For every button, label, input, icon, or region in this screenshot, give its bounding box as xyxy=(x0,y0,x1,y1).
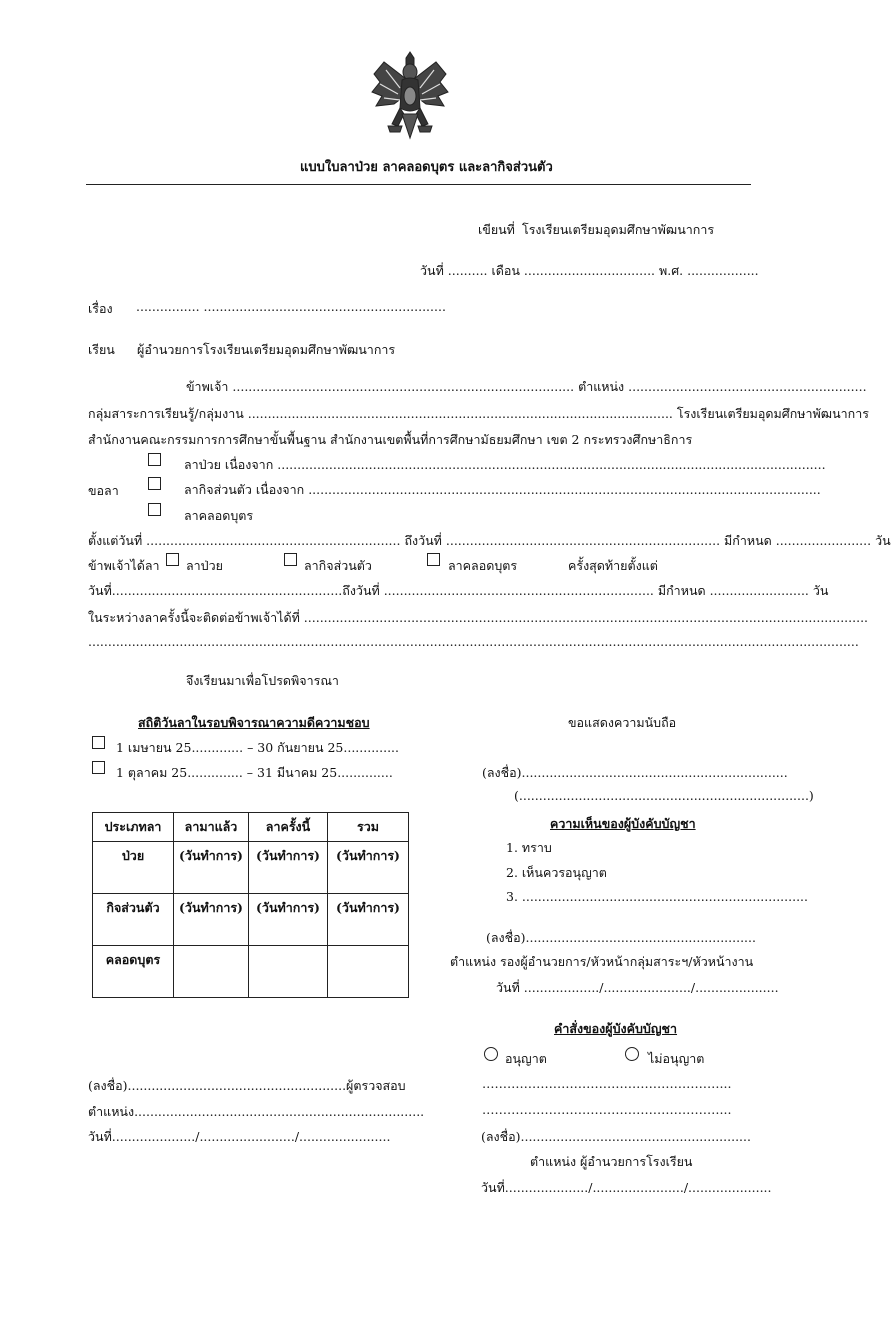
name-position-field[interactable]: ข้าพเจ้า ...................................................................................... ตำแหน่ง ............................................................ xyxy=(186,379,867,394)
period-1-field[interactable]: 1 เมษายน 25............. – 30 กันยายน 25.............. xyxy=(116,740,400,755)
table-cell[interactable]: (วันทำการ) xyxy=(174,842,249,894)
checkbox-last-sick[interactable] xyxy=(166,553,179,566)
opinion-item-1[interactable]: 1. ทราบ xyxy=(506,840,552,855)
last-maternity-label: ลาคลอดบุตร xyxy=(448,558,518,573)
table-header: ลามาแล้ว xyxy=(174,813,249,842)
approve-label: อนุญาต xyxy=(505,1051,547,1066)
table-header: ลาครั้งนี้ xyxy=(249,813,328,842)
table-row xyxy=(93,894,409,946)
checkbox-maternity[interactable] xyxy=(148,503,161,516)
director-date-field[interactable]: วันที่...................../......................./..................... xyxy=(481,1180,772,1195)
maternity-label: ลาคลอดบุตร xyxy=(184,508,254,523)
date-field[interactable]: วันที่ .......... เดือน ................................. พ.ศ. .................. xyxy=(420,263,759,278)
table-header: รวม xyxy=(328,813,409,842)
leave-type-cell: คลอดบุตร xyxy=(93,946,174,998)
checkbox-period-1[interactable] xyxy=(92,736,105,749)
table-cell[interactable] xyxy=(249,946,328,998)
last-personal-label: ลากิจส่วนตัว xyxy=(304,558,372,573)
leave-stats-table xyxy=(92,812,409,998)
checkbox-personal[interactable] xyxy=(148,477,161,490)
checkbox-last-maternity[interactable] xyxy=(427,553,440,566)
supervisor-opinion-title: ความเห็นของผู้บังคับบัญชา xyxy=(550,816,696,831)
checker-sign-field[interactable]: (ลงชื่อ).......................................................ผู้ตรวจสอบ xyxy=(88,1078,406,1093)
table-cell[interactable]: (วันทำการ) xyxy=(328,842,409,894)
supervisor-sign-field[interactable]: (ลงชื่อ).......................................................... xyxy=(486,930,756,945)
stats-title: สถิติวันลาในรอบพิจารณาความดีความชอบ xyxy=(138,715,370,730)
supervisor-position: ตำแหน่ง รองผู้อำนวยการ/หัวหน้ากลุ่มสาระฯ/หัวหน้างาน xyxy=(450,954,754,969)
to-value: ผู้อำนวยการโรงเรียนเตรียมอุดมศึกษาพัฒนาการ xyxy=(137,342,396,357)
last-period-field[interactable]: วันที่..........................................................ถึงวันที่ .................................................................... มีกำหนด ......................... วัน xyxy=(88,583,829,598)
reject-label: ไม่อนุญาต xyxy=(648,1051,705,1066)
checkbox-period-2[interactable] xyxy=(92,761,105,774)
table-cell[interactable]: (วันทำการ) xyxy=(249,842,328,894)
contact-field[interactable]: ในระหว่างลาครั้งนี้จะติดต่อข้าพเจ้าได้ที่ .............................................................................................................................................. xyxy=(88,610,869,625)
subject-label: เรื่อง xyxy=(88,301,113,316)
table-row xyxy=(93,946,409,998)
leave-period-field[interactable]: ตั้งแต่วันที่ ................................................................ ถึงวันที่ ..................................................................... มีกำหนด ........................ วัน xyxy=(88,533,891,548)
written-at-label: เขียนที่ xyxy=(478,222,515,237)
checker-position-field[interactable]: ตำแหน่ง......................................................................... xyxy=(88,1104,425,1119)
last-leave-prefix: ข้าพเจ้าได้ลา xyxy=(88,558,160,573)
leave-label: ขอลา xyxy=(88,483,119,498)
leave-type-cell: ป่วย xyxy=(93,842,174,894)
leave-type-cell: กิจส่วนตัว xyxy=(93,894,174,946)
subject-field[interactable]: ................ ............................................................. xyxy=(136,299,446,314)
form-title: แบบใบลาป่วย ลาคลอดบุตร และลากิจส่วนตัว xyxy=(300,160,553,175)
applicant-sign-field[interactable]: (ลงชื่อ)................................................................... xyxy=(482,765,788,780)
director-sign-field[interactable]: (ลงชื่อ).......................................................... xyxy=(481,1129,751,1144)
garuda-emblem xyxy=(366,52,454,140)
office-line: สำนักงานคณะกรรมการการศึกษาขั้นพื้นฐาน สำนักงานเขตพื้นที่การศึกษามัธยมศึกษา เขต 2 กระทรวงศึกษาธิการ xyxy=(88,432,693,447)
table-row xyxy=(93,842,409,894)
radio-approve[interactable] xyxy=(484,1047,498,1061)
table-header: ประเภทลา xyxy=(93,813,174,842)
title-divider xyxy=(86,184,751,185)
respect-label: ขอแสดงความนับถือ xyxy=(568,715,677,730)
personal-reason-field[interactable]: ลากิจส่วนตัว เนื่องจาก ................................................................................................................................. xyxy=(184,482,821,497)
table-cell[interactable]: (วันทำการ) xyxy=(328,894,409,946)
last-leave-suffix: ครั้งสุดท้ายตั้งแต่ xyxy=(568,558,658,573)
supervisor-date-field[interactable]: วันที่ .................../....................../..................... xyxy=(496,980,779,995)
table-cell[interactable] xyxy=(328,946,409,998)
sick-reason-field[interactable]: ลาป่วย เนื่องจาก .......................................................................................................................................... xyxy=(184,457,826,472)
department-field[interactable]: กลุ่มสาระการเรียนรู้/กลุ่มงาน ........................................................................................................... โรงเรียนเตรียมอุดมศึกษาพัฒนาการ xyxy=(88,406,869,421)
opinion-item-2[interactable]: 2. เห็นควรอนุญาต xyxy=(506,865,607,880)
order-note-field-1[interactable]: …………………………………………………... xyxy=(482,1076,732,1091)
order-note-field-2[interactable]: …………………………………………………... xyxy=(482,1102,732,1117)
checkbox-last-personal[interactable] xyxy=(284,553,297,566)
written-at-value: โรงเรียนเตรียมอุดมศึกษาพัฒนาการ xyxy=(522,222,715,237)
checkbox-sick[interactable] xyxy=(148,453,161,466)
table-cell[interactable] xyxy=(174,946,249,998)
radio-reject[interactable] xyxy=(625,1047,639,1061)
applicant-name-field[interactable]: (.........................................................................) xyxy=(514,788,814,803)
contact-field-2[interactable]: .................................................................................................................................................................................................. xyxy=(88,634,859,649)
last-sick-label: ลาป่วย xyxy=(186,558,223,573)
checker-date-field[interactable]: วันที่...................../......................../....................... xyxy=(88,1129,391,1144)
table-cell[interactable]: (วันทำการ) xyxy=(174,894,249,946)
order-title: คำสั่งของผู้บังคับบัญชา xyxy=(554,1021,678,1036)
closing-text: จึงเรียนมาเพื่อโปรดพิจารณา xyxy=(186,673,339,688)
director-position: ตำแหน่ง ผู้อำนวยการโรงเรียน xyxy=(530,1154,693,1169)
table-cell[interactable]: (วันทำการ) xyxy=(249,894,328,946)
opinion-item-3[interactable]: 3. ........................................................................ xyxy=(506,889,808,904)
period-2-field[interactable]: 1 ตุลาคม 25.............. – 31 มีนาคม 25.............. xyxy=(116,765,393,780)
to-label: เรียน xyxy=(88,342,115,357)
